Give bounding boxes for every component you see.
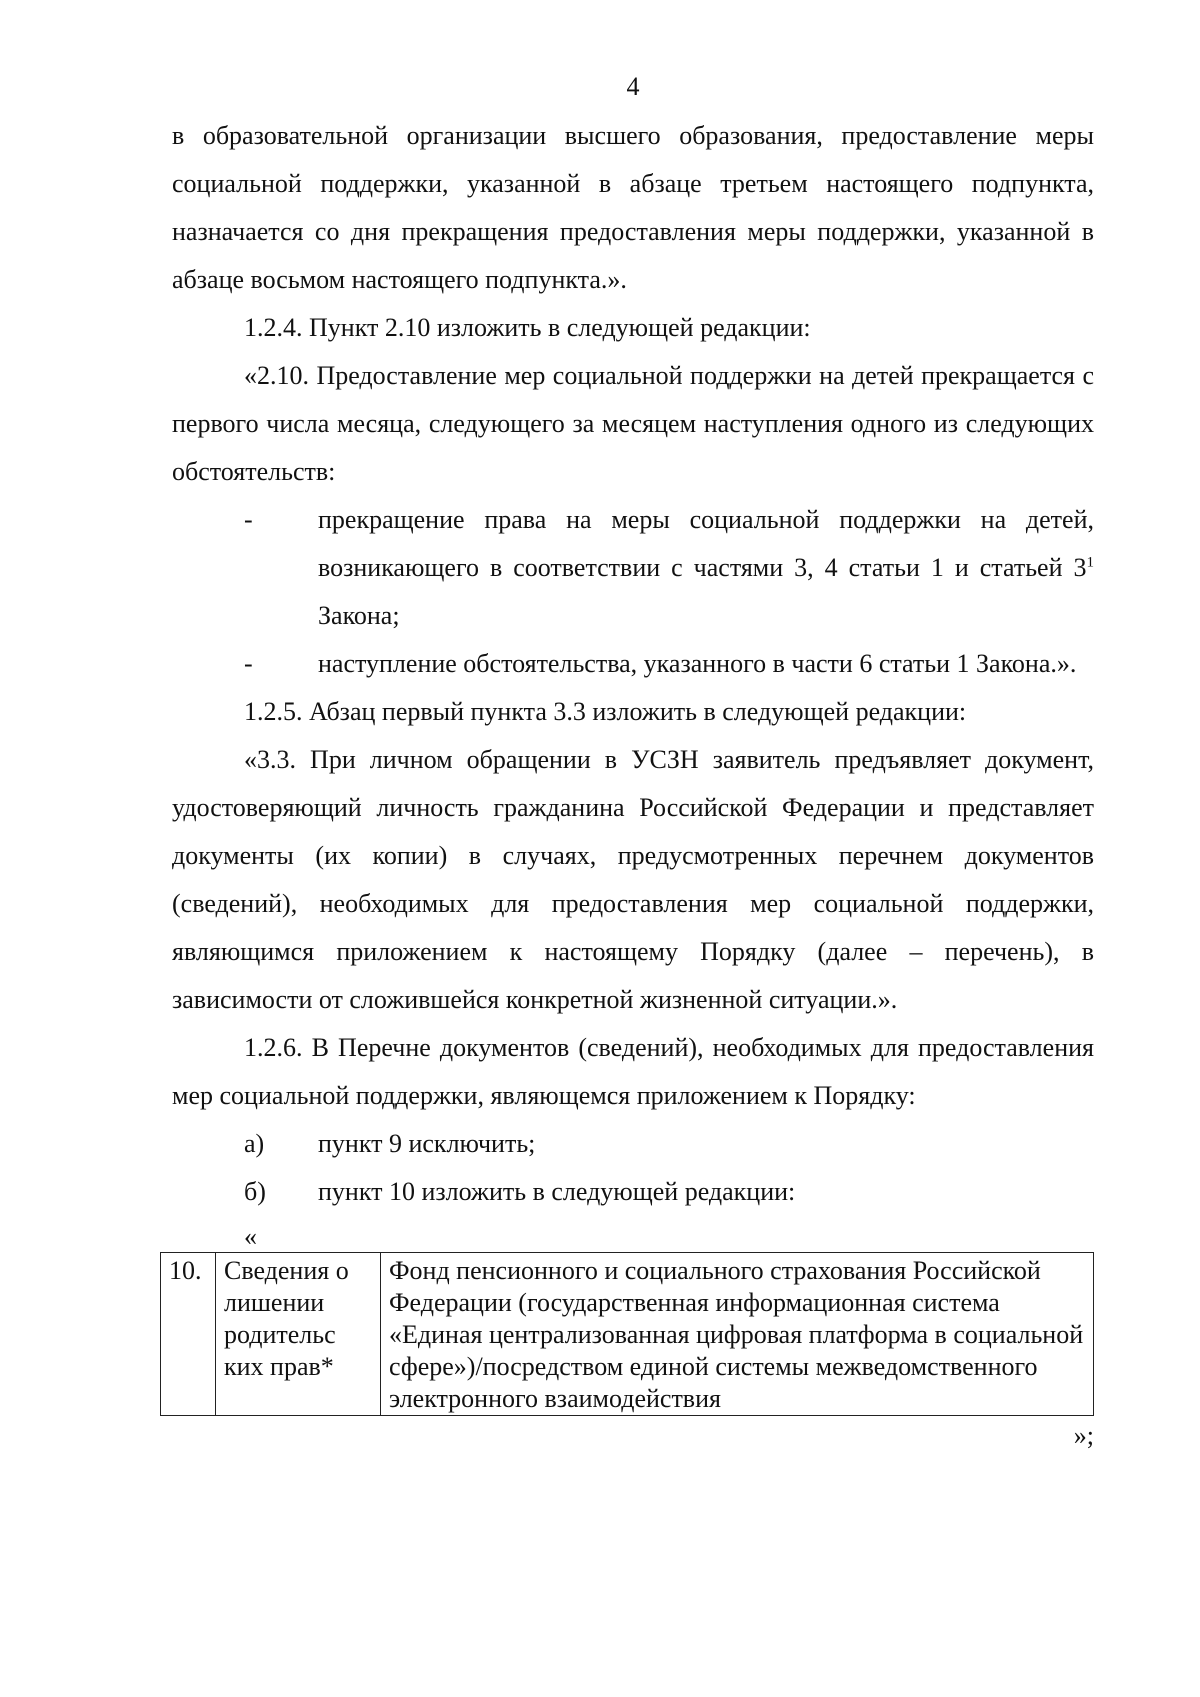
list-item-a [172, 1120, 1094, 1168]
table-row [161, 1253, 1094, 1416]
paragraph-continuation: в образовательной организации высшего образования, предоставление меры социальной поддержки, указанной в абзаце третьем настоящего подпункта, назначается со дня прекращения предоставления меры поддержки, указанной в абзаце восьмом настоящего подпункта.». [172, 121, 1094, 294]
quote-open: « [244, 1222, 257, 1251]
paragraph-3-3: «3.3. При личном обращении в УСЗН заявитель предъявляет документ, удостоверяющий личность гражданина Российской Федерации и представляет документы (их копии) в случаях, предусмотренных перечнем документов (сведений), необходимых для предоставления мер социальной поддержки, являющимся приложением к настоящему Порядку (далее – перечень), в зависимости от сложившейся конкретной жизненной ситуации.». [172, 745, 1094, 1014]
list-item-b [172, 1168, 1094, 1216]
paragraph-1-2-5: 1.2.5. Абзац первый пункта 3.3 изложить в следующей редакции: [244, 697, 967, 726]
dash-1-text: прекращение права на меры социальной поддержки на детей, возникающего в соответствии с частями 3, 4 статьи 1 и статьей 3 [318, 505, 1094, 582]
item-b-text: пункт 10 изложить в следующей редакции: [318, 1177, 796, 1206]
paragraph-2-10: «2.10. Предоставление мер социальной поддержки на детей прекращается с первого числа месяца, следующего за месяцем наступления одного из следующих обстоятельств: [172, 361, 1094, 486]
documents-table [160, 1252, 1094, 1416]
page-number: 4 [626, 72, 640, 101]
table-cell-number: 10. [161, 1253, 216, 1416]
item-a-marker: а) [244, 1129, 265, 1158]
document-body [169, 112, 1094, 1452]
superscript: 1 [1086, 554, 1094, 571]
paragraph-1-2-6: 1.2.6. В Перечне документов (сведений), необходимых для предоставления мер социальной поддержки, являющемся приложением к Порядку: [172, 1033, 1094, 1110]
item-a-text: пункт 9 исключить; [318, 1129, 536, 1158]
dash-marker: - [244, 649, 253, 678]
dash-1-tail: Закона; [318, 601, 400, 630]
table-cell-source: Фонд пенсионного и социального страхования Российской Федерации (государственная информационная система «Единая централизованная цифровая платформа в социальной сфере»)/посредством единой системы межведомственного электронного взаимодействия [381, 1253, 1094, 1416]
paragraph-1-2-4: 1.2.4. Пункт 2.10 изложить в следующей редакции: [244, 313, 811, 342]
dash-2-text: наступление обстоятельства, указанного в части 6 статьи 1 Закона.». [318, 649, 1077, 678]
quote-close: »; [1073, 1421, 1094, 1450]
item-b-marker: б) [244, 1177, 266, 1206]
table-cell-name: Сведения о лишении родительс ких прав* [216, 1253, 381, 1416]
dash-marker: - [244, 505, 253, 534]
list-item-dash-1 [172, 496, 1094, 640]
list-item-dash-2 [172, 640, 1094, 688]
